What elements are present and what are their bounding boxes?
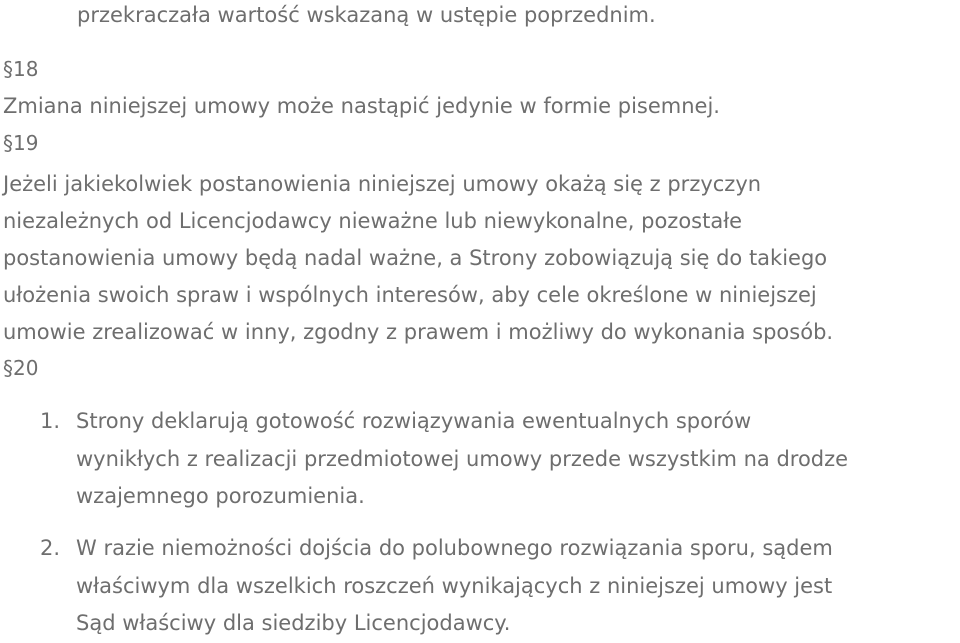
list-item-line: wzajemnego porozumienia. <box>76 484 365 508</box>
continuation-line: przekraczała wartość wskazaną w ustępie poprzednim. <box>77 3 656 27</box>
paragraph-line: ułożenia swoich spraw i wspólnych interesów, aby cele określone w niniejszej <box>3 283 817 307</box>
list-item-text <box>76 403 848 516</box>
list-item-line: wynikłych z realizacji przedmiotowej umowy przede wszystkim na drodze <box>76 446 849 471</box>
paragraph-line: niezależnych od Licencjodawcy nieważne lub niewykonalne, pozostałe <box>3 209 743 233</box>
paragraph-line: umowie zrealizować w inny, zgodny z prawem i możliwy do wykonania sposób. <box>3 320 834 344</box>
list-item-line: właściwym dla wszelkich roszczeń wynikających z niniejszej umowy jest <box>76 573 833 598</box>
list-item-number: 1. <box>40 409 61 433</box>
section-19-paragraph <box>3 166 833 351</box>
section-20-heading: §20 <box>3 356 39 380</box>
section-18-text: Zmiana niniejszej umowy może nastąpić jedynie w formie pisemnej. <box>3 94 720 118</box>
list-item-line: Strony deklarują gotowość rozwiązywania ewentualnych sporów <box>76 409 752 433</box>
paragraph-line: postanowienia umowy będą nadal ważne, a Strony zobowiązują się do takiego <box>3 246 828 270</box>
section-19-heading: §19 <box>3 131 39 155</box>
paragraph-line: Jeżeli jakiekolwiek postanowienia niniejszej umowy okażą się z przyczyn <box>3 172 762 196</box>
section-18-heading: §18 <box>3 57 39 81</box>
list-item-number: 2. <box>40 536 61 560</box>
list-item-text <box>76 530 833 643</box>
list-item-line: Sąd właściwy dla siedziby Licencjodawcy. <box>76 611 511 635</box>
list-item-line: W razie niemożności dojścia do polubownego rozwiązania sporu, sądem <box>76 536 833 560</box>
